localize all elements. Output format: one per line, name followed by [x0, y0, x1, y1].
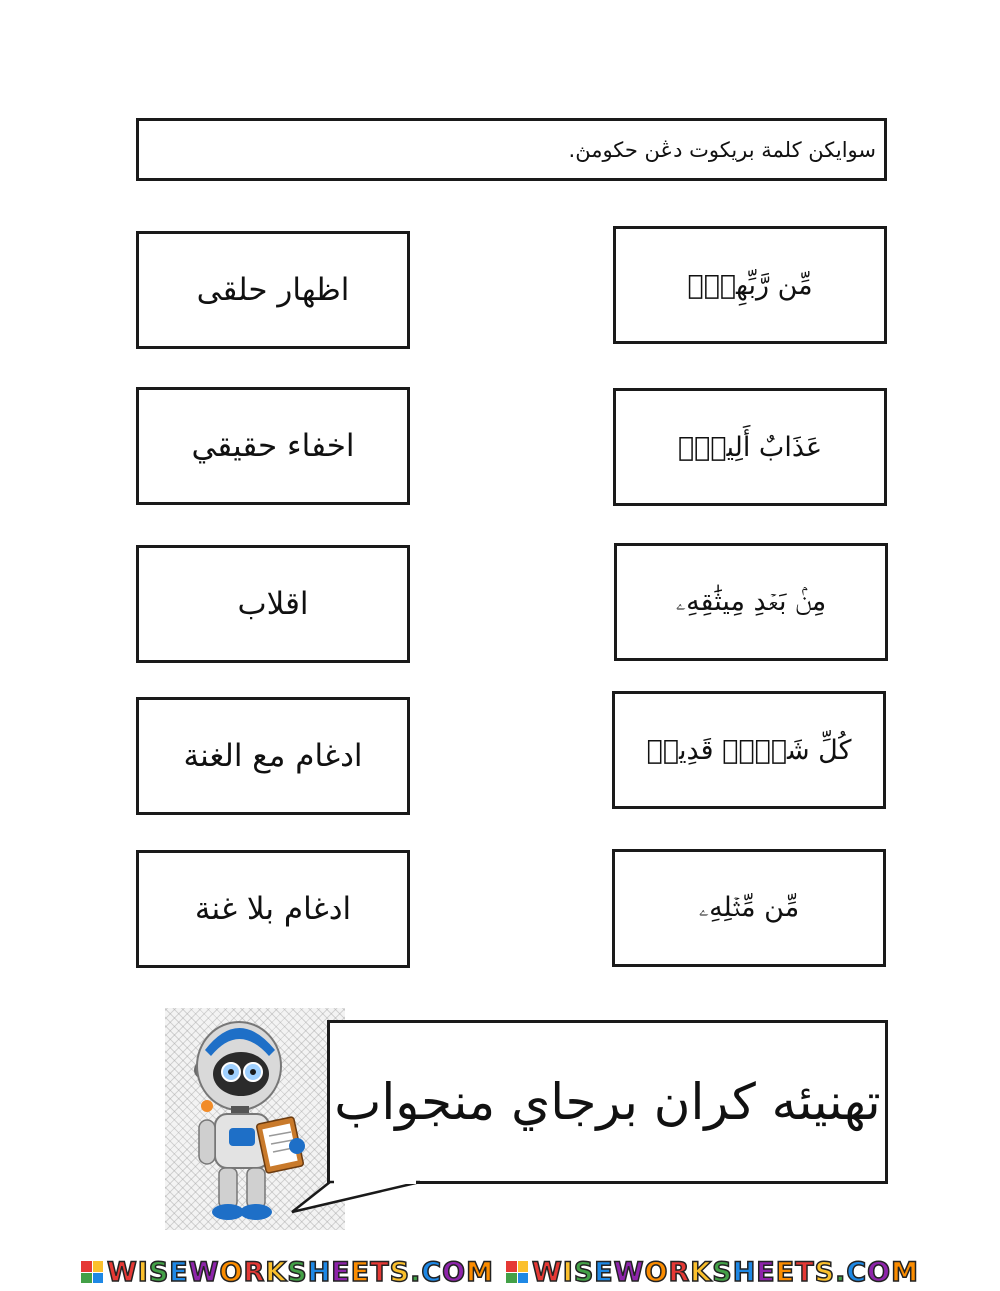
rule-label: ادغام مع الغنة — [183, 738, 363, 774]
speech-text: تهنيئه كران برجاي منجواب — [334, 1073, 881, 1131]
robot-illustration — [165, 1008, 345, 1230]
ayah-text: مِّن مِّثۡلِهِۦ — [698, 892, 800, 923]
rule-label: اقلاب — [237, 586, 309, 622]
rule-card-5[interactable] — [136, 850, 410, 968]
ayah-card-2[interactable] — [613, 388, 887, 506]
footer-brand-text: WISEWORKSHEETS.COM — [107, 1256, 494, 1288]
rule-card-2[interactable] — [136, 387, 410, 505]
ayah-text: عَذَابٌ أَلِيمُۢ — [677, 431, 823, 463]
footer-watermark — [0, 1256, 1000, 1288]
ayah-text: مِّن رَّبِّهِمۡۖ — [687, 269, 813, 301]
footer-brand-1 — [81, 1257, 494, 1288]
footer-brand-2 — [506, 1257, 919, 1288]
ayah-card-4[interactable] — [612, 691, 886, 809]
rule-card-4[interactable] — [136, 697, 410, 815]
brand-logo-icon — [81, 1261, 103, 1283]
instruction-box — [136, 118, 887, 181]
rule-label: اخفاء حقيقي — [191, 428, 355, 464]
ayah-card-3[interactable] — [614, 543, 888, 661]
rule-card-3[interactable] — [136, 545, 410, 663]
ayah-text: مِنۢ بَعۡدِ مِيثَٰقِهِۦ — [675, 586, 827, 617]
ayah-text: كُلِّ شَيۡءٖ قَدِيرٞ — [646, 734, 852, 766]
speech-bubble — [327, 1020, 888, 1184]
robot-icon — [165, 1008, 345, 1230]
rule-label: ادغام بلا غنة — [194, 891, 352, 927]
ayah-card-5[interactable] — [612, 849, 886, 967]
rule-card-1[interactable] — [136, 231, 410, 349]
rule-label: اظهار حلقى — [196, 272, 350, 308]
ayah-card-1[interactable] — [613, 226, 887, 344]
brand-logo-icon — [506, 1261, 528, 1283]
footer-brand-text: WISEWORKSHEETS.COM — [532, 1256, 919, 1288]
instruction-text: سوايكن كلمة بريكوت دڠن حکومڽ. — [568, 137, 876, 162]
